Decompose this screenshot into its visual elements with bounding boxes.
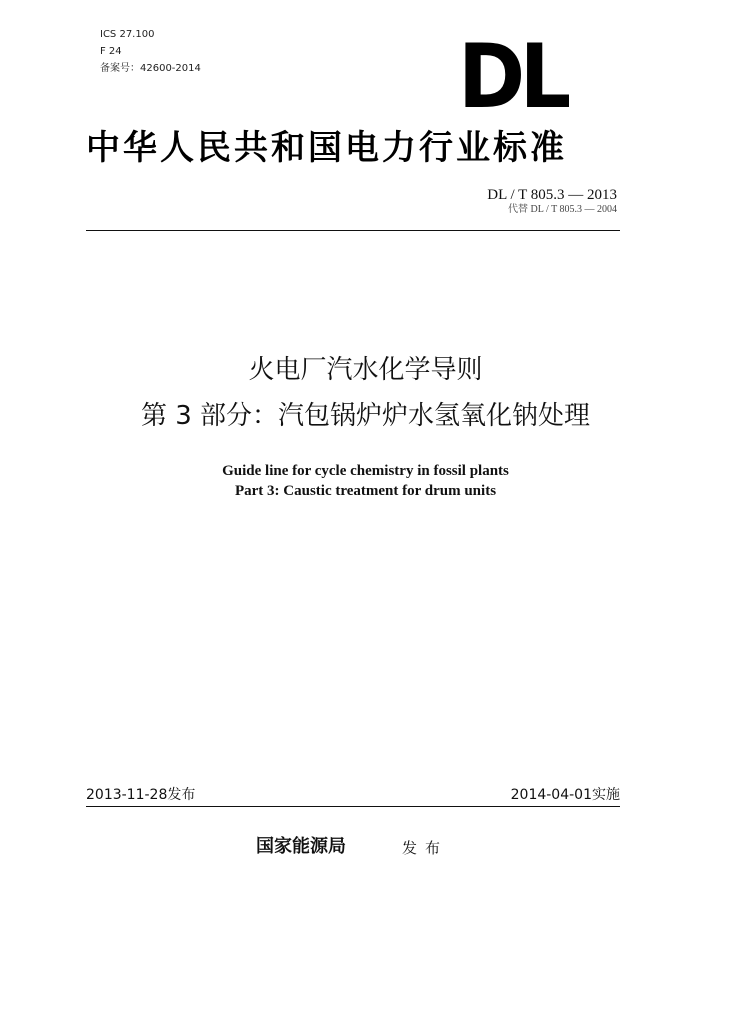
replaced-standard: 代替 DL / T 805.3 — 2004 <box>508 204 617 215</box>
organization-title: 中华人民共和国电力行业标准 <box>86 128 567 168</box>
issue-label: 发布 <box>402 839 449 857</box>
ics-code: ICS 27.100 <box>100 29 155 40</box>
implementation-date: 2014-04-01实施 <box>510 787 620 803</box>
title-cn-line2: 第 3 部分：汽包锅炉炉水氢氧化钠处理 <box>140 401 591 431</box>
issuer-name: 国家能源局 <box>256 836 346 857</box>
standard-number: DL / T 805.3 — 2013 <box>487 187 617 203</box>
classification-code: F 24 <box>100 46 122 57</box>
title-cn-line1: 火电厂汽水化学导则 <box>248 355 483 385</box>
record-number: 备案号：42600-2014 <box>100 63 201 74</box>
bottom-divider <box>86 806 620 807</box>
dl-logo: DL <box>458 25 566 128</box>
title-en-line2: Part 3: Caustic treatment for drum units <box>234 483 497 499</box>
issue-date: 2013-11-28发布 <box>86 787 196 803</box>
top-divider <box>86 230 620 231</box>
title-en-line1: Guide line for cycle chemistry in fossil plants <box>222 463 509 479</box>
